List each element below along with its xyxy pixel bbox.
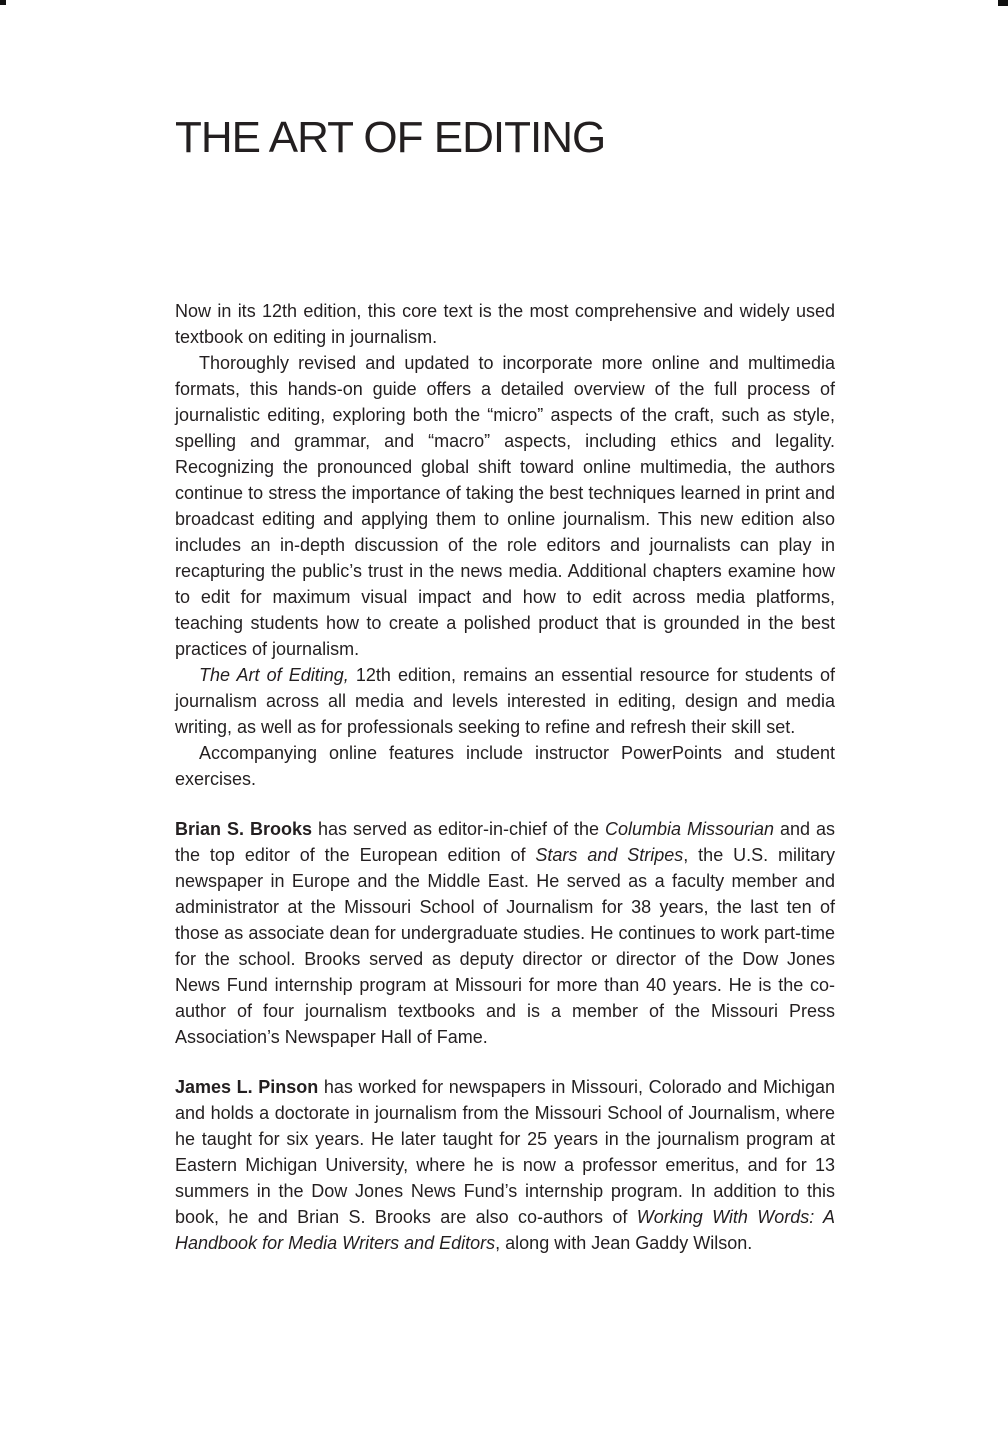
text-segment: Now in its 12th edition, this core text is the most comprehensive and widely used textbook on editing in journalism.	[175, 301, 835, 347]
scan-artifact-top-left	[0, 0, 6, 5]
text-segment: has worked for newspapers in Missouri, Colorado and Michigan and holds a doctorate in journalism from the Missouri School of Journalism, where he taught for six years. He later taught for 25 years in the journalism program at Eastern Michigan University, where he is now a professor emeritus, and for 13 summers in the Dow Jones News Fund’s internship program. In addition to this book, he and Brian S. Brooks are also co-authors of	[175, 1077, 835, 1227]
text-segment: Working With Words: A Handbook for Media Writers and Editors	[175, 1207, 835, 1253]
text-segment: , along with Jean Gaddy Wilson.	[495, 1233, 753, 1253]
text-segment: 12th edition, remains an essential resource for students of journalism across all media and levels interested in editing, design and media writing, as well as for professionals seeking to refine and refresh their skill set.	[175, 665, 835, 737]
paragraph	[175, 298, 835, 350]
text-segment: Stars and Stripes	[535, 845, 684, 865]
scan-artifact-top-right	[998, 0, 1008, 6]
text-segment: Accompanying online features include instructor PowerPoints and student exercises.	[175, 743, 835, 789]
text-segment: Columbia Missourian	[604, 819, 774, 839]
paragraph	[175, 816, 835, 1050]
text-segment: Brian S. Brooks	[175, 819, 312, 839]
book-description	[175, 298, 835, 1256]
text-segment: Thoroughly revised and updated to incorporate more online and multimedia formats, this hands-on guide offers a detailed overview of the full process of journalistic editing, exploring both the “micro” aspects of the craft, such as style, spelling and grammar, and “macro” aspects, including ethics and legality. Recognizing the pronounced global shift toward online multimedia, the authors continue to stress the importance of taking the best techniques learned in print and broadcast editing and applying them to online journalism. This new edition also includes an in-depth discussion of the role editors and journalists can play in recapturing the public’s trust in the news media. Additional chapters examine how to edit for maximum visual impact and how to edit across media platforms, teaching students how to create a polished product that is grounded in the best practices of journalism.	[175, 353, 835, 659]
text-segment: and as the top editor of the European edition of	[175, 819, 835, 865]
paragraph	[175, 350, 835, 662]
paragraph	[175, 662, 835, 740]
text-segment: has served as editor-in-chief of the	[311, 819, 605, 839]
text-segment: James L. Pinson	[175, 1077, 319, 1097]
paragraph	[175, 740, 835, 792]
text-segment: The Art of Editing,	[199, 665, 349, 685]
book-title: THE ART OF EDITING	[175, 113, 606, 162]
paragraph	[175, 1074, 835, 1256]
page-content	[175, 0, 835, 1256]
text-segment: , the U.S. military newspaper in Europe and the Middle East. He served as a faculty member and administrator at the Missouri School of Journalism for 38 years, the last ten of those as associate dean for undergraduate studies. He continues to work part-time for the school. Brooks served as deputy director or director of the Dow Jones News Fund internship program at Missouri for more than 40 years. He is the co-author of four journalism textbooks and is a member of the Missouri Press Association’s Newspaper Hall of Fame.	[175, 845, 836, 1047]
